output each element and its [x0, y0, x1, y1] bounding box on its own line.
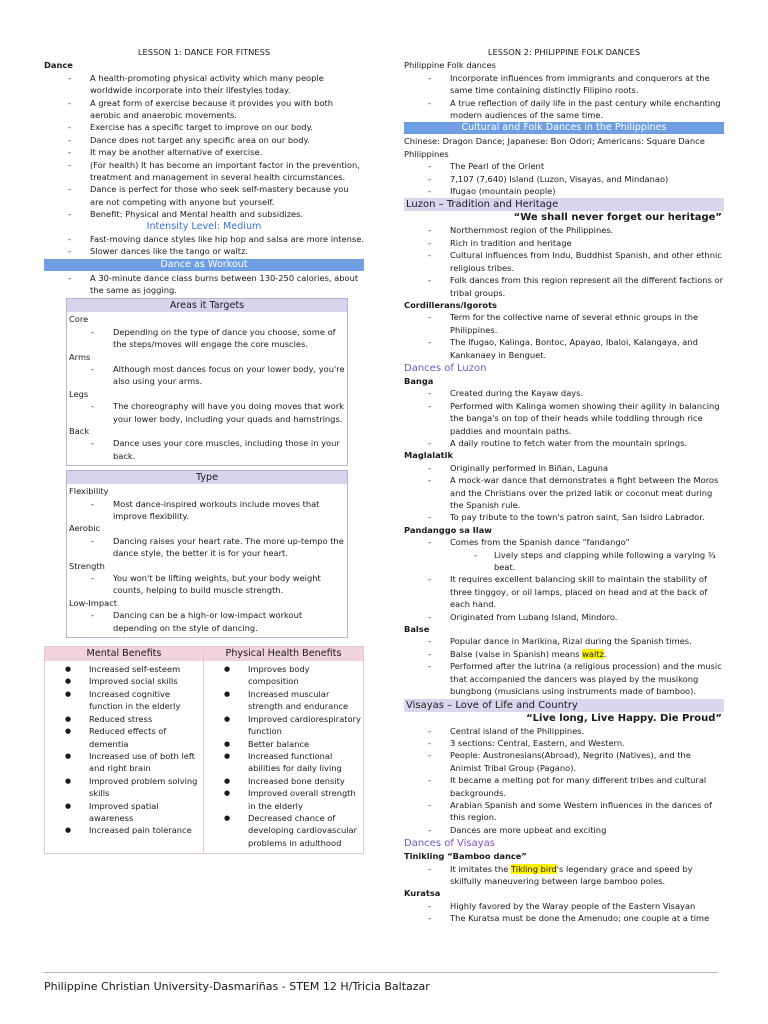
list-item: ● Decreased chance of developing cardiovascular problems in adulthood [204, 812, 363, 849]
sub-list-item: - Lively steps and clapping while following a varying ¾ beat. [404, 549, 724, 574]
lesson2-title: LESSON 2: PHILIPPINE FOLK DANCES [487, 47, 641, 57]
lesson1-title: LESSON 1: DANCE FOR FITNESS [137, 47, 271, 57]
list-item: - The Ifugao, Kalinga, Bontoc, Apayao, Ibaloi, Kalangaya, and Kankanaey in Benguet. [404, 336, 724, 361]
physical-benefits-heading: Physical Health Benefits [204, 647, 363, 661]
list-item: ● Increased pain tolerance [45, 824, 203, 836]
area-text: - Depending on the type of dance you choose, some of the steps/moves will engage the core muscles. [69, 326, 345, 351]
banga-label: Banga [404, 375, 434, 386]
luzon-heading: Luzon – Tradition and Heritage [404, 198, 724, 211]
list-item: - It requires excellent balancing skill to maintain the stability of three tinggoy, or oil lamps, placed on head and at the back of each hand. [404, 573, 724, 610]
list-item: - Rich in tradition and heritage [404, 237, 724, 249]
luzon-quote: “We shall never forget our heritage” [513, 212, 722, 224]
lesson2-column [404, 46, 724, 925]
maglalatik-label: Maglalatik [404, 450, 454, 461]
list-item: - Dances are more upbeat and exciting [404, 824, 724, 836]
list-item: ● Better balance [204, 738, 363, 750]
footer-text: Philippine Christian University-Dasmariñas - STEM 12 H/Tricia Baltazar [44, 980, 430, 993]
tinikling-label: Tinikling “Bamboo dance” [404, 851, 527, 862]
list-item: - A daily routine to fetch water from the mountain springs. [404, 437, 724, 449]
list-item: - (For health) It has become an important factor in the prevention, treatment and management in several health circumstances. [44, 159, 364, 184]
list-item: - Arabian Spanish and some Western influences in the dances of this region. [404, 799, 724, 824]
mental-benefits-heading: Mental Benefits [45, 647, 203, 661]
cultural-text: Chinese: Dragon Dance; Japanese: Bon Odori; Americans: Square Dance [404, 136, 705, 147]
area-label: Core [69, 314, 89, 325]
list-item: - People: Austronesians(Abroad), Negrito (Natives), and the Animist Tribal Group (Pagano). [404, 749, 724, 774]
list-item: - Northernmost region of the Philippines. [404, 224, 724, 236]
physical-benefits-column [204, 647, 363, 853]
list-item: - To pay tribute to the town's patron saint, San Isidro Labrador. [404, 511, 724, 523]
dance-list [44, 72, 364, 221]
type-label: Flexibility [69, 486, 109, 497]
list-item: - Popular dance in Marikina, Rizal during the Spanish times. [404, 635, 724, 647]
list-item: ● Reduced effects of dementia [45, 725, 203, 750]
list-item: - Comes from the Spanish dance “fandango” [404, 536, 724, 548]
list-item: - Performed after the lutrina (a religious procession) and the music that accompanied the dancers was played by the musikong bungbong (musicians using instruments made of bamboo). [404, 660, 724, 697]
type-text: - You won't be lifting weights, but your body weight counts, helping to build muscle strength. [69, 572, 345, 597]
list-item: ● Increased bone density [204, 775, 363, 787]
list-item: - Originally performed in Biñan, Laguna [404, 462, 724, 474]
type-text: - Dancing can be a high-or low-impact workout depending on the style of dancing. [69, 609, 345, 634]
list-item: ● Increased use of both left and right brain [45, 750, 203, 775]
type-label: Aerobic [69, 523, 101, 534]
areas-box [66, 298, 348, 466]
type-text: - Most dance-inspired workouts include moves that improve flexibility. [69, 498, 345, 523]
area-text: - Although most dances focus on your lower body, you're also using your arms. [69, 363, 345, 388]
list-item: - A 30-minute dance class burns between 130-250 calories, about the same as jogging. [44, 272, 364, 297]
workout-heading: Dance as Workout [44, 259, 364, 271]
cultural-heading: Cultural and Folk Dances in the Philippines [404, 122, 724, 134]
list-item: ● Improves body composition [204, 663, 363, 688]
lesson1-column [44, 46, 364, 854]
list-item: - Highly favored by the Waray people of the Eastern Visayan [404, 900, 724, 912]
list-item: - The Kuratsa must be done the Amenudo; one couple at a time [404, 912, 724, 924]
list-item: ● Increased functional abilities for daily living [204, 750, 363, 775]
list-item: - Performed with Kalinga women showing their agility in balancing the banga's on top of their heads while toddling through rice paddies and mountain paths. [404, 400, 724, 437]
list-item: - Fast-moving dance styles like hip hop and salsa are more intense. [44, 233, 364, 245]
benefits-table [44, 646, 364, 854]
list-item: - Exercise has a specific target to improve on our body. [44, 121, 364, 133]
type-label: Low-Impact [69, 597, 118, 608]
kuratsa-label: Kuratsa [404, 888, 441, 899]
mental-benefits-column [45, 647, 204, 853]
list-item: ● Reduced stress [45, 713, 203, 725]
area-label: Legs [69, 388, 89, 399]
list-item: - Incorporate influences from immigrants and conquerors at the same time containing distinctly Filipino roots. [404, 72, 724, 97]
philippines-label: Philippines [404, 148, 449, 159]
type-box [66, 470, 348, 638]
highlight-tikling-bird: Tikling bird [510, 863, 557, 874]
list-item: - Benefit: Physical and Mental health and subsidizes. [44, 208, 364, 220]
visayas-quote: “Live long, Live Happy. Die Proud” [526, 712, 722, 724]
area-text: - The choreography will have you doing moves that work your lower body, including your quads and hamstrings. [69, 400, 345, 425]
list-item: ● Increased muscular strength and endurance [204, 688, 363, 713]
area-label: Back [69, 425, 90, 436]
list-item: - A true reflection of daily life in the past century while enchanting modern audiences of the same time. [404, 97, 724, 122]
list-item: - Dance is perfect for those who seek self-mastery because you are not competing with anyone but yourself. [44, 183, 364, 208]
list-item: - Folk dances from this region represent all the different factions or tribal groups. [404, 274, 724, 299]
list-item: - Ifugao (mountain people) [404, 185, 724, 197]
tinikling-text: It imitates the [450, 863, 511, 874]
list-item: - A great form of exercise because it provides you with both aerobic and anaerobic movements. [44, 97, 364, 122]
list-item [404, 648, 724, 660]
list-item: ● Improved spatial awareness [45, 800, 203, 825]
type-heading: Type [67, 471, 347, 484]
intro-label: Philippine Folk dances [404, 60, 496, 71]
balse-text-end: . [603, 648, 607, 659]
type-label: Strength [69, 560, 105, 571]
area-label: Arms [69, 351, 91, 362]
list-item: - Slower dances like the tango or waltz. [44, 245, 364, 257]
list-item: - 7,107 (7,640) Island (Luzon, Visayas, and Mindanao) [404, 173, 724, 185]
cordillerans-label: Cordillerans/Igorots [404, 299, 497, 310]
footer-divider [44, 972, 718, 973]
list-item: - It became a melting pot for many different tribes and cultural backgrounds. [404, 774, 724, 799]
list-item: ● Improved overall strength in the elderly [204, 787, 363, 812]
list-item: - It may be another alternative of exercise. [44, 146, 364, 158]
list-item: - Originated from Lubang Island, Mindoro. [404, 611, 724, 623]
list-item: ● Increased cognitive function in the elderly [45, 688, 203, 713]
balse-label: Balse [404, 624, 430, 635]
workout-list [44, 272, 364, 297]
list-item: ● Improved problem solving skills [45, 775, 203, 800]
list-item: ● Increased self-esteem [45, 663, 203, 675]
list-item: - Cultural influences from Indu, Buddhist Spanish, and other ethnic religious tribes. [404, 249, 724, 274]
list-item: - A mock-war dance that demonstrates a fight between the Moros and the Christians over the prized latik or coconut meat during the Spanish rule. [404, 474, 724, 511]
list-item [404, 863, 724, 888]
dances-of-luzon-heading: Dances of Luzon [404, 362, 487, 374]
list-item: ● Improved cardiorespiratory function [204, 713, 363, 738]
list-item: - A health-promoting physical activity which many people worldwide incorporate into their lifestyles today. [44, 72, 364, 97]
list-item: - The Pearl of the Orient [404, 160, 724, 172]
area-text: - Dance uses your core muscles, including those in your back. [69, 437, 345, 462]
list-item: - Dance does not target any specific area on our body. [44, 134, 364, 146]
visayas-heading: Visayas – Love of Life and Country [404, 699, 724, 712]
pandanggo-label: Pandanggo sa Ilaw [404, 524, 492, 535]
highlight-waltz: waltz [582, 648, 604, 659]
dance-heading: Dance [44, 60, 73, 71]
list-item: - Term for the collective name of several ethnic groups in the Philippines. [404, 311, 724, 336]
balse-text: Balse (valse in Spanish) means [450, 648, 583, 659]
list-item: - 3 sections: Central, Eastern, and Western. [404, 737, 724, 749]
list-item: - Central island of the Philippines. [404, 725, 724, 737]
tinikling-text-end: 's legendary grace and speed by skilfully maneuvering between large bamboo poles. [450, 863, 693, 886]
areas-heading: Areas it Targets [67, 299, 347, 312]
type-text: - Dancing raises your heart rate. The more up-tempo the dance style, the better it is for your heart. [69, 535, 345, 560]
list-item: - Created during the Kayaw days. [404, 387, 724, 399]
dances-of-visayas-heading: Dances of Visayas [404, 838, 496, 850]
intensity-list [44, 233, 364, 258]
intensity-heading: Intensity Level: Medium [146, 220, 262, 232]
list-item: ● Improved social skills [45, 675, 203, 687]
